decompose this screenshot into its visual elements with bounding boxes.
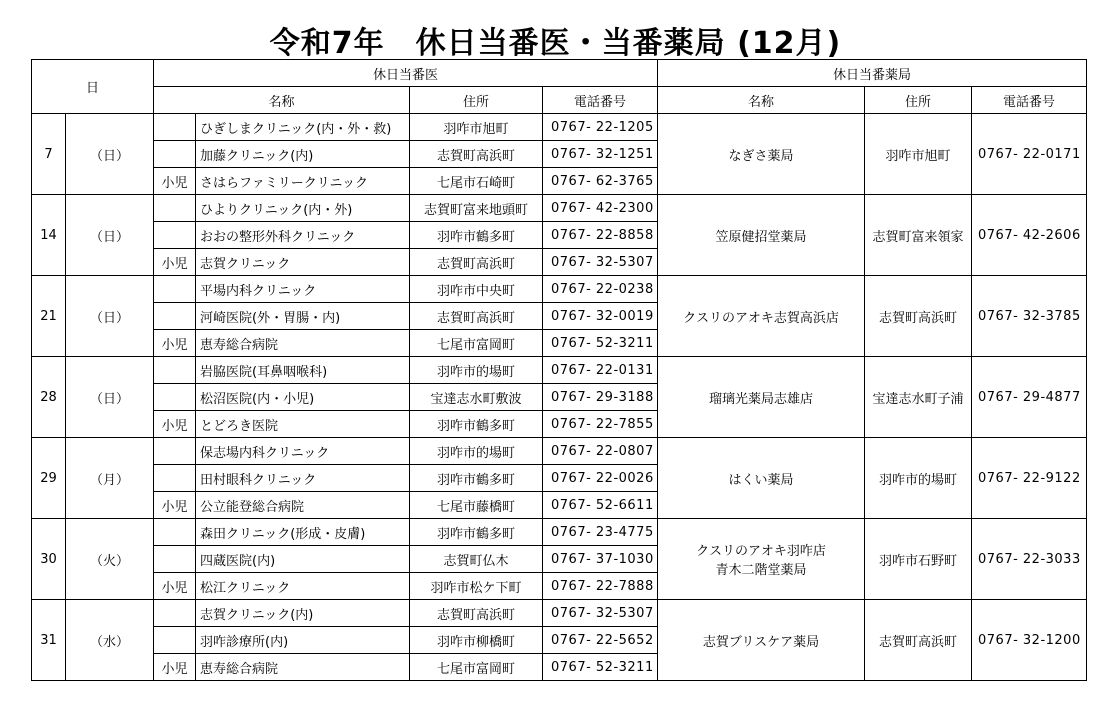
clinic-address: 志賀町高浜町 [410, 303, 543, 330]
clinic-phone: 0767- 22-7888 [543, 573, 658, 600]
clinic-name: おおの整形外科クリニック [196, 222, 410, 249]
clinic-name: 森田クリニック(形成・皮膚) [196, 519, 410, 546]
clinic-name: 河崎医院(外・胃腸・内) [196, 303, 410, 330]
date-cell: 21 [32, 276, 66, 357]
clinic-name: ひぎしまクリニック(内・外・救) [196, 114, 410, 141]
pediatric-tag [154, 141, 196, 168]
table-row [32, 357, 1087, 384]
clinic-phone: 0767- 37-1030 [543, 546, 658, 573]
clinic-phone: 0767- 29-3188 [543, 384, 658, 411]
clinic-name: 保志場内科クリニック [196, 438, 410, 465]
pharmacy-name-line1: クスリのアオキ羽咋店 [696, 544, 826, 559]
pharmacy-group-header: 休日当番薬局 [658, 60, 1087, 87]
clinic-phone: 0767- 32-5307 [543, 249, 658, 276]
clinic-phone: 0767- 22-0238 [543, 276, 658, 303]
clinic-name: 志賀クリニック [196, 249, 410, 276]
clinic-phone: 0767- 23-4775 [543, 519, 658, 546]
clinic-address: 宝達志水町敷波 [410, 384, 543, 411]
pediatric-tag [154, 438, 196, 465]
pediatric-tag [154, 195, 196, 222]
weekday-cell: （火） [66, 519, 154, 600]
clinic-address: 羽咋市鶴多町 [410, 519, 543, 546]
pediatric-tag: 小児 [154, 654, 196, 681]
pediatric-tag [154, 546, 196, 573]
clinic-address: 羽咋市中央町 [410, 276, 543, 303]
duty-schedule-table [31, 59, 1087, 681]
pediatric-tag: 小児 [154, 168, 196, 195]
pharmacy-name-line1: 志賀ブリスケア薬局 [702, 634, 820, 650]
doctor-group-header: 休日当番医 [154, 60, 658, 87]
clinic-name: 松沼医院(内・小児) [196, 384, 410, 411]
pharmacy-name-line1: クスリのアオキ志賀高浜店 [683, 310, 839, 326]
weekday-cell: （日） [66, 195, 154, 276]
clinic-name: 羽咋診療所(内) [196, 627, 410, 654]
pharmacy-name [658, 519, 865, 600]
clinic-phone: 0767- 22-0807 [543, 438, 658, 465]
table-row [32, 600, 1087, 627]
clinic-address: 羽咋市柳橋町 [410, 627, 543, 654]
pediatric-tag: 小児 [154, 249, 196, 276]
clinic-phone: 0767- 22-1205 [543, 114, 658, 141]
clinic-address: 羽咋市旭町 [410, 114, 543, 141]
clinic-name: ひよりクリニック(内・外) [196, 195, 410, 222]
pharmacy-phone: 0767- 32-1200 [972, 600, 1087, 681]
pharmacy-address: 羽咋市的場町 [865, 438, 972, 519]
clinic-name: 加藤クリニック(内) [196, 141, 410, 168]
date-cell: 30 [32, 519, 66, 600]
clinic-address: 七尾市藤橋町 [410, 492, 543, 519]
clinic-address: 志賀町高浜町 [410, 141, 543, 168]
clinic-name: 恵寿総合病院 [196, 330, 410, 357]
table-row [32, 276, 1087, 303]
pharmacy-name-line1: はくい薬局 [728, 472, 794, 488]
clinic-name: 岩脇医院(耳鼻咽喉科) [196, 357, 410, 384]
pediatric-tag [154, 384, 196, 411]
pediatric-tag [154, 519, 196, 546]
date-cell: 29 [32, 438, 66, 519]
pharmacy-name [658, 195, 865, 276]
weekday-cell: （日） [66, 114, 154, 195]
doctor-name-header: 名称 [154, 87, 410, 114]
pediatric-tag: 小児 [154, 573, 196, 600]
clinic-name: とどろき医院 [196, 411, 410, 438]
doctor-address-header: 住所 [410, 87, 543, 114]
clinic-address: 七尾市石崎町 [410, 168, 543, 195]
pharmacy-phone: 0767- 29-4877 [972, 357, 1087, 438]
clinic-phone: 0767- 22-5652 [543, 627, 658, 654]
pharmacy-address: 羽咋市石野町 [865, 519, 972, 600]
clinic-phone: 0767- 22-0026 [543, 465, 658, 492]
clinic-name: さはらファミリークリニック [196, 168, 410, 195]
clinic-name: 田村眼科クリニック [196, 465, 410, 492]
pediatric-tag [154, 465, 196, 492]
clinic-address: 七尾市富岡町 [410, 330, 543, 357]
clinic-name: 松江クリニック [196, 573, 410, 600]
pediatric-tag [154, 357, 196, 384]
date-cell: 31 [32, 600, 66, 681]
clinic-phone: 0767- 62-3765 [543, 168, 658, 195]
clinic-address: 羽咋市的場町 [410, 357, 543, 384]
clinic-address: 羽咋市鶴多町 [410, 465, 543, 492]
pharmacy-name [658, 438, 865, 519]
pharmacy-name [658, 600, 865, 681]
pharmacy-address-header: 住所 [865, 87, 972, 114]
clinic-phone: 0767- 22-8858 [543, 222, 658, 249]
pharmacy-name-header: 名称 [658, 87, 865, 114]
clinic-phone: 0767- 52-3211 [543, 654, 658, 681]
clinic-address: 羽咋市鶴多町 [410, 411, 543, 438]
pediatric-tag [154, 600, 196, 627]
clinic-address: 志賀町富来地頭町 [410, 195, 543, 222]
pharmacy-phone: 0767- 22-9122 [972, 438, 1087, 519]
clinic-address: 羽咋市松ケ下町 [410, 573, 543, 600]
table-row [32, 195, 1087, 222]
pharmacy-address: 志賀町高浜町 [865, 600, 972, 681]
pharmacy-name-line1: 笠原健招堂薬局 [715, 229, 807, 245]
weekday-cell: （月） [66, 438, 154, 519]
weekday-cell: （日） [66, 357, 154, 438]
clinic-address: 七尾市富岡町 [410, 654, 543, 681]
pharmacy-phone: 0767- 22-3033 [972, 519, 1087, 600]
date-cell: 7 [32, 114, 66, 195]
pediatric-tag [154, 627, 196, 654]
date-cell: 14 [32, 195, 66, 276]
clinic-phone: 0767- 52-3211 [543, 330, 658, 357]
pharmacy-phone-header: 電話番号 [972, 87, 1087, 114]
pharmacy-name [658, 114, 865, 195]
pediatric-tag: 小児 [154, 411, 196, 438]
pediatric-tag: 小児 [154, 492, 196, 519]
pediatric-tag [154, 222, 196, 249]
pharmacy-name [658, 357, 865, 438]
clinic-address: 羽咋市的場町 [410, 438, 543, 465]
pharmacy-name-line1: なぎさ薬局 [728, 148, 794, 164]
pharmacy-phone: 0767- 42-2606 [972, 195, 1087, 276]
weekday-cell: （日） [66, 276, 154, 357]
clinic-phone: 0767- 42-2300 [543, 195, 658, 222]
pharmacy-phone: 0767- 32-3785 [972, 276, 1087, 357]
date-cell: 28 [32, 357, 66, 438]
pharmacy-name-line1: 瑠璃光薬局志雄店 [708, 391, 813, 407]
clinic-phone: 0767- 52-6611 [543, 492, 658, 519]
pediatric-tag [154, 303, 196, 330]
clinic-phone: 0767- 32-5307 [543, 600, 658, 627]
weekday-cell: （水） [66, 600, 154, 681]
clinic-phone: 0767- 22-0131 [543, 357, 658, 384]
pharmacy-address: 宝達志水町子浦 [865, 357, 972, 438]
clinic-name: 公立能登総合病院 [196, 492, 410, 519]
clinic-name: 志賀クリニック(内) [196, 600, 410, 627]
pharmacy-phone: 0767- 22-0171 [972, 114, 1087, 195]
table-row [32, 519, 1087, 546]
clinic-address: 志賀町仏木 [410, 546, 543, 573]
doctor-phone-header: 電話番号 [543, 87, 658, 114]
clinic-address: 羽咋市鶴多町 [410, 222, 543, 249]
pharmacy-name-line2: 青木二階堂薬局 [715, 563, 807, 578]
clinic-phone: 0767- 32-0019 [543, 303, 658, 330]
pharmacy-address: 羽咋市旭町 [865, 114, 972, 195]
pharmacy-name [658, 276, 865, 357]
pharmacy-address: 志賀町高浜町 [865, 276, 972, 357]
pediatric-tag [154, 276, 196, 303]
clinic-phone: 0767- 32-1251 [543, 141, 658, 168]
clinic-name: 四蔵医院(内) [196, 546, 410, 573]
clinic-name: 恵寿総合病院 [196, 654, 410, 681]
pediatric-tag [154, 114, 196, 141]
day-header: 日 [32, 60, 154, 114]
clinic-address: 志賀町高浜町 [410, 600, 543, 627]
table-row [32, 114, 1087, 141]
pediatric-tag: 小児 [154, 330, 196, 357]
table-row [32, 438, 1087, 465]
clinic-name: 平場内科クリニック [196, 276, 410, 303]
clinic-phone: 0767- 22-7855 [543, 411, 658, 438]
page-title: 令和7年 休日当番医・当番薬局 (12月) [269, 26, 842, 61]
clinic-address: 志賀町高浜町 [410, 249, 543, 276]
pharmacy-address: 志賀町富来領家 [865, 195, 972, 276]
